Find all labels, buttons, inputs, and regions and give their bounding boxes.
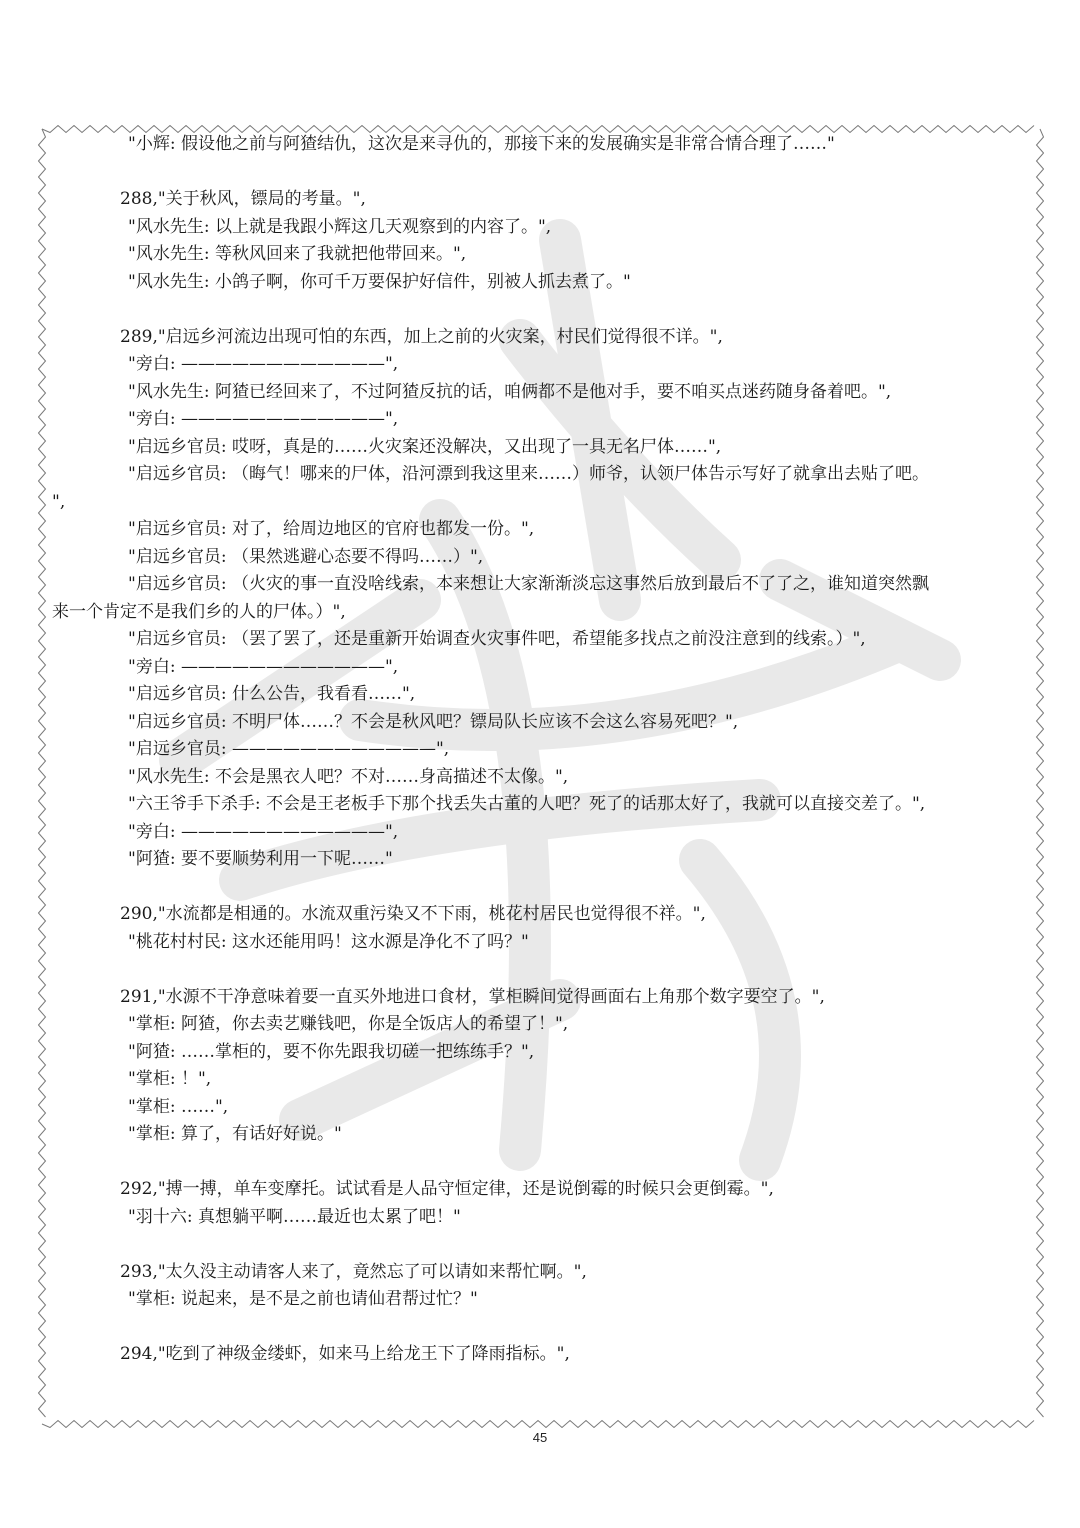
text-line: "掌柜: 说起来，是不是之前也请仙君帮过忙？" <box>128 1289 478 1309</box>
text-line: "阿猹: 要不要顺势利用一下呢……" <box>128 849 393 869</box>
text-line: "风水先生: 小鸽子啊，你可千万要保护好信件，别被人抓去煮了。" <box>128 271 631 292</box>
text-line: "启远乡官员: （火灾的事一直没啥线索，本来想让大家渐渐淡忘这事然后放到最后不了了之，谁知道突然飘 <box>128 574 929 594</box>
text-line: "小辉: 假设他之前与阿猹结仇，这次是来寻仇的，那接下来的发展确实是非常合情合理了……" <box>128 134 835 154</box>
text-line: "旁白: ————————————", <box>128 821 399 842</box>
text-line: "旁白: ————————————", <box>128 656 399 677</box>
text-line: "启远乡官员: （晦气！哪来的尸体，沿河漂到我这里来……）师爷，认领尸体告示写好了就拿出去贴了吧。 <box>128 464 929 484</box>
text-line: "旁白: ————————————", <box>128 409 399 429</box>
border-edge <box>42 1421 1034 1428</box>
entry-line: 290,"水流都是相通的。水流双重污染又不下雨，桃花村居民也觉得很不祥。", <box>120 904 706 924</box>
border-edge <box>39 129 46 1417</box>
text-line: "风水先生: 等秋风回来了我就把他带回来。", <box>128 244 467 264</box>
blank-line <box>52 956 1032 984</box>
text-line: "风水先生: 以上就是我跟小辉这几天观察到的内容了。", <box>128 216 552 237</box>
text-line: 来一个肯定不是我们乡的人的尸体。）", <box>52 601 346 622</box>
blank-line <box>52 1149 1032 1177</box>
text-line: "桃花村村民: 这水还能用吗！这水源是净化不了吗？" <box>128 931 529 952</box>
text-line: "掌柜: ……", <box>128 1096 229 1117</box>
blank-line <box>52 296 1032 324</box>
blank-line <box>52 1231 1032 1259</box>
text-line: "掌柜: 算了，有话好好说。" <box>128 1124 342 1144</box>
entry-line: 291,"水源不干净意味着要一直买外地进口食材，掌柜瞬间觉得画面右上角那个数字要空了。", <box>120 986 825 1007</box>
entry-line: 292,"搏一搏，单车变摩托。试试看是人品守恒定律，还是说倒霉的时候只会更倒霉。", <box>120 1179 774 1199</box>
text-line: "启远乡官员: 哎呀，真是的……火灾案还没解决，又出现了一具无名尸体……", <box>128 436 722 457</box>
entry-line: 293,"太久没主动请客人来了，竟然忘了可以请如来帮忙啊。", <box>120 1261 587 1282</box>
text-line: ", <box>52 491 66 512</box>
text-line: "启远乡官员: 不明尸体……？不会是秋风吧？镖局队长应该不会这么容易死吧？", <box>128 711 739 732</box>
blank-line <box>52 1314 1032 1342</box>
entry-line: 288,"关于秋风，镖局的考量。", <box>120 189 366 209</box>
text-line: "启远乡官员: （果然逃避心态要不得吗……）", <box>128 546 484 567</box>
border-edge <box>1037 129 1044 1417</box>
entry-line: 294,"吃到了神级金缕虾，如来马上给龙王下了降雨指标。", <box>120 1344 570 1364</box>
text-line: "掌柜: 阿猹，你去卖艺赚钱吧，你是全饭店人的希望了！", <box>128 1014 569 1034</box>
text-line: "风水先生: 不会是黑衣人吧？不对……身高描述不太像。", <box>128 766 569 787</box>
text-line: "掌柜: ！", <box>128 1069 212 1089</box>
text-line: "启远乡官员: 什么公告，我看看……", <box>128 684 416 704</box>
text-line: "启远乡官员: 对了，给周边地区的官府也都发一份。", <box>128 519 535 539</box>
entry-line: 289,"启远乡河流边出现可怕的东西，加上之前的火灾案，村民们觉得很不详。", <box>120 326 723 347</box>
page-number: 45 <box>532 1430 548 1445</box>
text-line: "阿猹: ……掌柜的，要不你先跟我切磋一把练练手？", <box>128 1041 535 1062</box>
document-body <box>52 131 1032 1369</box>
blank-line <box>52 159 1032 187</box>
text-line: "启远乡官员: （罢了罢了，还是重新开始调查火灾事件吧，希望能多找点之前没注意到的线索。）", <box>128 629 866 649</box>
text-line: "启远乡官员: ————————————", <box>128 739 450 759</box>
text-line: "风水先生: 阿猹已经回来了，不过阿猹反抗的话，咱俩都不是他对手，要不咱买点迷药随身备着吧。", <box>128 381 892 402</box>
blank-line <box>52 874 1032 902</box>
text-line: "羽十六: 真想躺平啊……最近也太累了吧！" <box>128 1206 461 1227</box>
text-line: "旁白: ————————————", <box>128 354 399 374</box>
text-line: "六王爷手下杀手: 不会是王老板手下那个找丢失古董的人吧？死了的话那太好了，我就可以直接交差了。", <box>128 794 926 814</box>
